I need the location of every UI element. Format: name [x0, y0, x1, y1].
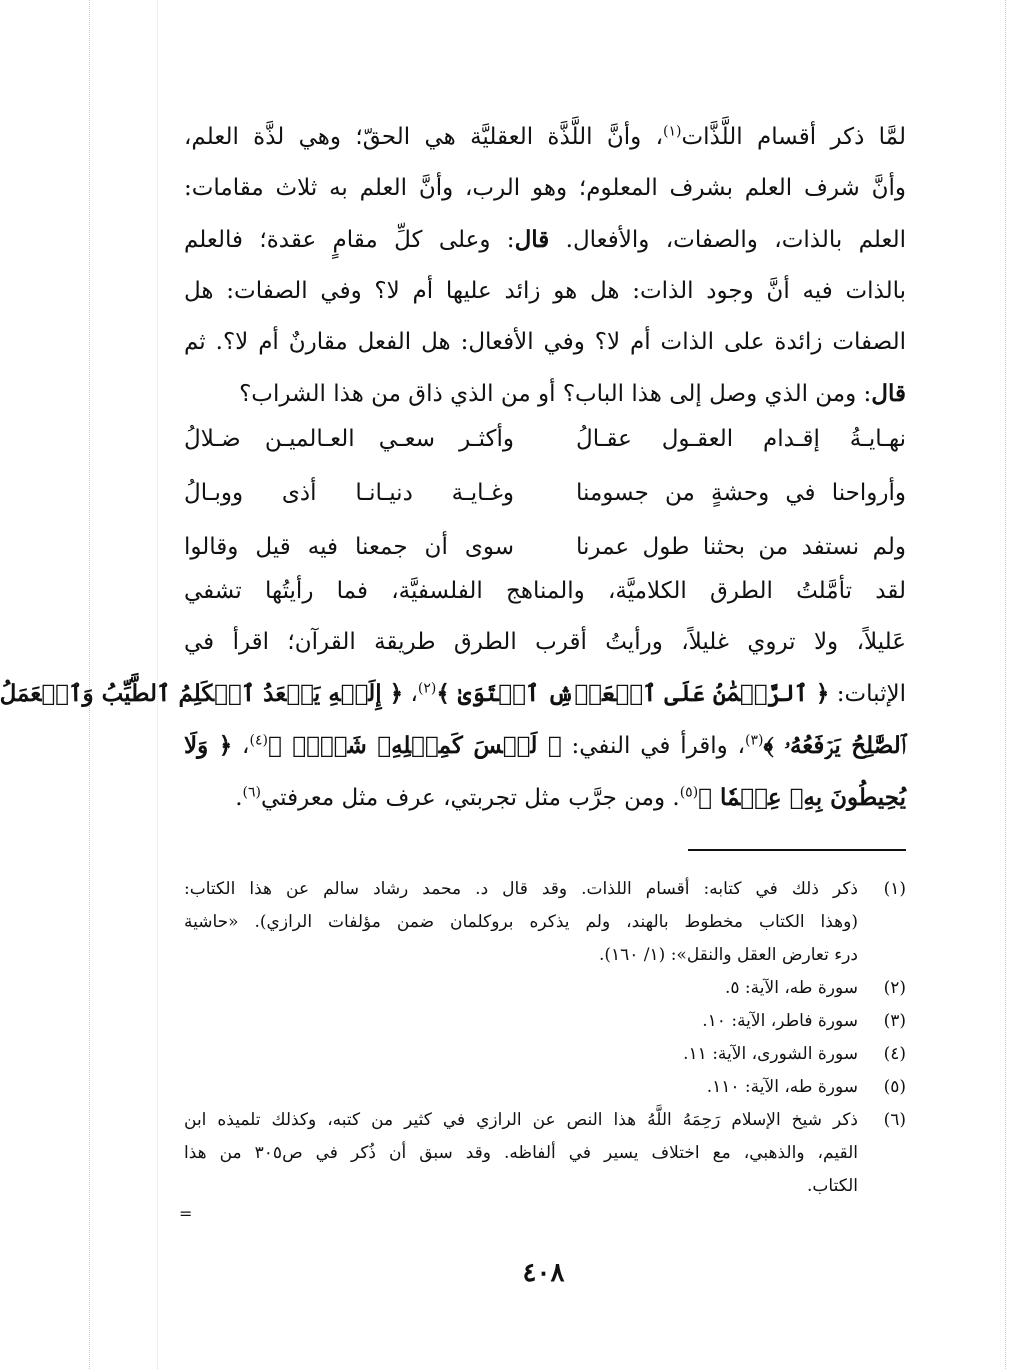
footnote-line: الكتاب.	[806, 1176, 858, 1196]
footnote-3	[184, 1005, 906, 1038]
footnote-2	[184, 972, 906, 1005]
footnote-number: (٦)	[883, 1110, 906, 1130]
footnote-ref-6[interactable]: (٦)	[242, 784, 262, 801]
footnote-text	[184, 1005, 858, 1038]
footnote-line: سورة فاطر، الآية: ١٠.	[702, 1011, 858, 1031]
text-line-3	[184, 214, 906, 266]
footnote-text	[184, 1104, 858, 1203]
text-fragment: الإثبات:	[836, 681, 906, 707]
footnote-6	[184, 1104, 906, 1203]
footnote-separator	[688, 849, 906, 851]
hemistich-first: ولم نستفد من بحثنا طول عمرنا	[576, 534, 906, 560]
poem-verse	[184, 466, 906, 520]
footnote-5	[184, 1071, 906, 1104]
text-line-9: الإثبات: ﴿ ٱلرَّحۡمَٰنُ عَلَى ٱلۡعَرۡشِ ٱسۡتَوَىٰ ﴾$^{(٢)}$، ﴿ إِلَيۡهِ يَصۡعَدُ ٱلۡكَلِمُ ٱلطَّيِّبُ وَٱلۡعَمَلُ	[0, 680, 906, 707]
text-fragment: ، وأنَّ اللَّذَّة العقليَّة هي الحقّ؛ وهي لذَّة العلم،	[184, 124, 664, 150]
text-fragment: ، واقرأ في النفي:	[571, 733, 746, 759]
text-fragment: لمَّا ذكر أقسام اللَّذَّات	[681, 124, 906, 150]
footnote-ref-1[interactable]: (١)	[663, 123, 682, 140]
scan-edge-right	[1005, 0, 1006, 1369]
main-paragraph-2	[0, 566, 906, 824]
text-line-1	[184, 112, 906, 163]
text-fragment: : ومن الذي وصل إلى هذا الباب؟ أو من الذي ذاق من هذا الشراب؟	[239, 381, 872, 407]
page-number: ٤٠٨	[522, 1258, 565, 1288]
footnote-number: (٥)	[883, 1077, 906, 1097]
qal-label: قال	[514, 226, 550, 253]
hemistich-first: نهـايـةُ إقـدام العقـول عقـالُ	[576, 426, 906, 452]
footnote-ref-4[interactable]: (٤)	[249, 732, 268, 749]
footnote-text	[184, 1038, 858, 1071]
poem	[184, 412, 906, 574]
footnote-1	[184, 873, 906, 972]
footnote-text	[184, 873, 858, 972]
text-fragment: . ومن جرَّب مثل تجربتي، عرف مثل معرفتي	[261, 785, 680, 811]
footnote-line: سورة طه، الآية: ٥.	[724, 978, 858, 998]
footnote-line: القيم، والذهبي، مع اختلاف يسير في ألفاظه. وقد سبق أن ذُكر في ص٣٠٥ من هذا	[184, 1143, 858, 1163]
quran-verse-1: ﴿ ٱلرَّحۡمَٰنُ عَلَى ٱلۡعَرۡشِ ٱسۡتَوَىٰ ﴾	[436, 680, 830, 707]
footnote-number: (٣)	[883, 1011, 906, 1031]
main-paragraph-1	[184, 112, 906, 420]
quran-verse-4a: ﴿ وَلَا	[184, 732, 233, 759]
footnotes	[184, 873, 906, 1203]
text-fragment: العلم بالذات، والصفات، والأفعال.	[565, 227, 907, 253]
footnote-line: سورة الشورى، الآية: ١١.	[683, 1044, 858, 1064]
quran-verse-3: ﴿ لَيۡسَ كَمِثۡلِهِۦ شَيۡءٞ ﴾	[267, 732, 562, 759]
quran-verse-2a: ﴿ إِلَيۡهِ يَصۡعَدُ ٱلۡكَلِمُ ٱلطَّيِّبُ وَٱلۡعَمَلُ	[0, 680, 404, 707]
poem-verse	[184, 412, 906, 466]
text-line-7: لقد تأمَّلتُ الطرق الكلاميَّة، والمناهج الفلسفيَّة، فما رأيتُها تشفي	[184, 578, 906, 604]
text-line-10: ٱلصَّٰلِحُ يَرۡفَعُهُۥ ﴾$^{(٣)}$، واقرأ في النفي: ﴿ لَيۡسَ كَمِثۡلِهِۦ شَيۡءٞ ﴾$^{(٤)}$، ﴿ وَلَا	[184, 732, 906, 759]
hemistich-first: وأرواحنا في وحشةٍ من جسومنا	[576, 480, 906, 506]
continuation-mark: =	[179, 1204, 193, 1223]
text-line-5: الصفات زائدة على الذات أم لا؟ وفي الأفعال: هل الفعل مقارنٌ أم لا؟. ثم	[184, 329, 906, 355]
text-fragment: .	[235, 785, 243, 811]
footnote-line: ذكر ذلك في كتابه: أقسام اللذات. وقد قال د. محمد رشاد سالم عن هذا الكتاب:	[184, 879, 858, 899]
footnote-text	[184, 1071, 858, 1104]
text-line-2: وأنَّ شرف العلم بشرف المعلوم؛ وهو الرب، وأنَّ العلم به ثلاث مقامات:	[184, 175, 906, 201]
footnote-number: (١)	[883, 879, 906, 899]
hemistich-second: وأكثـر سعـي العـالميـن ضـلالُ	[184, 426, 514, 452]
footnote-line: سورة طه، الآية: ١١٠.	[706, 1077, 858, 1097]
hemistich-second: سوى أن جمعنا فيه قيل وقالوا	[184, 534, 514, 560]
footnote-4	[184, 1038, 906, 1071]
quran-verse-2b: ٱلصَّٰلِحُ يَرۡفَعُهُۥ ﴾	[763, 732, 906, 759]
hemistich-second: وغـايـة دنيـانـا أذى ووبـالُ	[184, 480, 514, 506]
footnote-line: درء تعارض العقل والنقل»: (١/ ١٦٠).	[598, 945, 858, 965]
footnote-line: ذكر شيخ الإسلام رَحِمَهُ اللَّهُ هذا النص عن الرازي في كثير من كتبه، وكذلك تلميذه ابن	[184, 1110, 858, 1130]
qal-label: قال	[871, 380, 906, 407]
footnote-text	[184, 972, 858, 1005]
text-line-8: عَليلاً، ولا تروي غليلاً، ورأيتُ أقرب الطرق طريقة القرآن؛ اقرأ في	[184, 629, 906, 655]
text-line-4: بالذات فيه أنَّ وجود الذات: هل هو زائد عليها أم لا؟ وفي الصفات: هل	[184, 278, 906, 304]
footnote-ref-3[interactable]: (٣)	[745, 732, 764, 749]
footnote-number: (٢)	[883, 978, 906, 998]
text-fragment: : وعلى كلِّ مقامٍ عقدة؛ فالعلم	[184, 227, 515, 253]
quran-verse-4b: يُحِيطُونَ بِهِۦ عِلۡمٗا ﴾	[698, 784, 906, 811]
footnote-number: (٤)	[883, 1044, 906, 1064]
text-line-11	[184, 772, 906, 824]
footnote-line: (وهذا الكتاب مخطوط بالهند، ولم يذكره بروكلمان ضمن مؤلفات الرازي). «حاشية	[184, 912, 858, 932]
footnote-ref-5[interactable]: (٥)	[679, 784, 699, 801]
footnote-ref-2[interactable]: (٢)	[417, 680, 437, 697]
